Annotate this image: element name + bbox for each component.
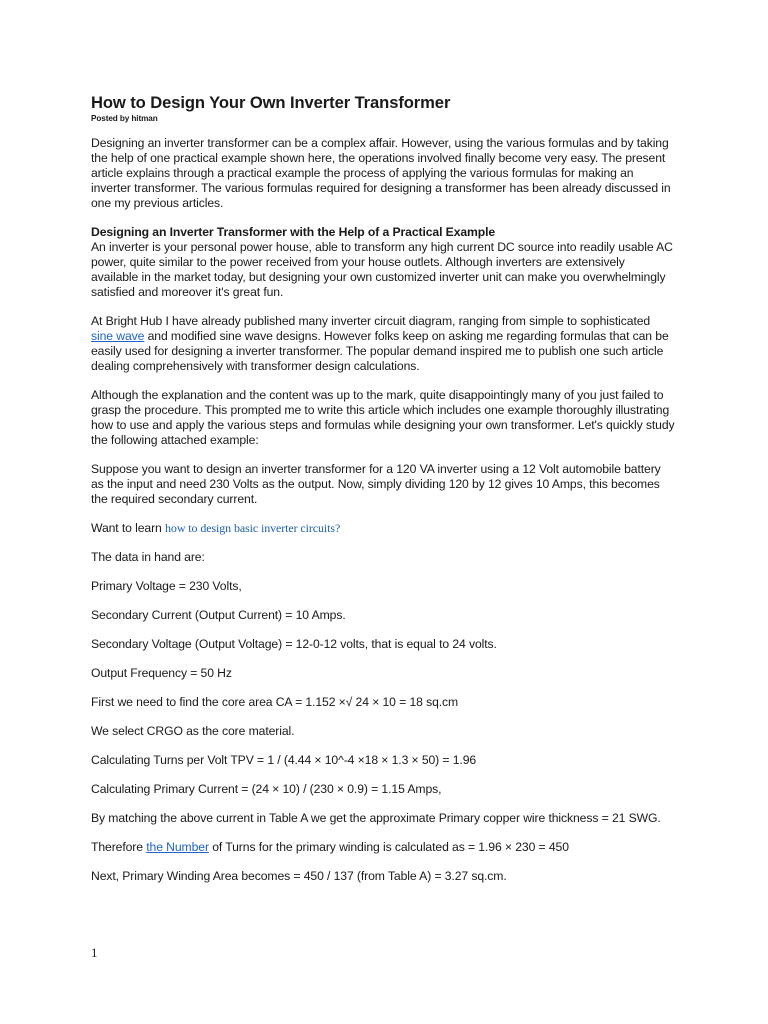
- turns-line: [91, 840, 675, 855]
- article-title: How to Design Your Own Inverter Transformer: [91, 93, 451, 112]
- section-heading: Designing an Inverter Transformer with the Help of a Practical Example: [91, 225, 496, 239]
- output-frequency-line: Output Frequency = 50 Hz: [91, 666, 232, 680]
- suppose-paragraph: Suppose you want to design an inverter transformer for a 120 VA inverter using a 12 Volt automobile battery as the input and need 230 Volts as the output. Now, simply dividing 120 by 12 gives 10 Amps, this becomes the required secondary current.: [91, 462, 661, 506]
- turns-text-after: of Turns for the primary winding is calculated as = 1.96 × 230 = 450: [208, 840, 569, 854]
- wire-thickness-line: By matching the above current in Table A we get the approximate Primary copper wire thickness = 21 SWG.: [91, 811, 661, 825]
- secondary-current-line: Secondary Current (Output Current) = 10 Amps.: [91, 608, 346, 622]
- want-text: Want to learn: [91, 521, 166, 535]
- sine-wave-link[interactable]: sine wave: [91, 329, 145, 343]
- turns-per-volt-line: Calculating Turns per Volt TPV = 1 / (4.44 × 10^-4 ×18 × 1.3 × 50) = 1.96: [91, 753, 477, 767]
- winding-area-line: Next, Primary Winding Area becomes = 450 / 137 (from Table A) = 3.27 sq.cm.: [91, 869, 507, 883]
- primary-current-line: Calculating Primary Current = (24 × 10) / (230 × 0.9) = 1.15 Amps,: [91, 782, 442, 796]
- brighthub-text-after: and modified sine wave designs. However folks keep on asking me regarding formulas that can be easily used for designing a inverter transformer. The popular demand inspired me to publish one such article dealing comprehensively with transformer design calculations.: [91, 329, 669, 373]
- intro-paragraph: Designing an inverter transformer can be a complex affair. However, using the various formulas and by taking the help of one practical example shown here, the operations involved finally become very easy. The present article explains through a practical example the process of applying the various formulas for making an inverter transformer. The various formulas required for designing a transformer has been already discussed in one my previous articles.: [91, 136, 671, 210]
- the-number-link[interactable]: the Number: [146, 840, 209, 854]
- secondary-voltage-line: Secondary Voltage (Output Voltage) = 12-0-12 volts, that is equal to 24 volts.: [91, 637, 497, 651]
- brighthub-paragraph: [91, 314, 675, 374]
- article-body: [91, 93, 675, 898]
- core-material-line: We select CRGO as the core material.: [91, 724, 295, 738]
- turns-text-before: Therefore: [91, 840, 147, 854]
- page-number: 1: [91, 945, 98, 960]
- data-intro: The data in hand are:: [91, 550, 205, 564]
- byline: Posted by hitman: [91, 114, 158, 123]
- section-paragraph: An inverter is your personal power house, able to transform any high current DC source into readily usable AC power, quite similar to the power received from your house outlets. Although inverters are extensively available in the market today, but designing your own customized inverter unit can make you overwhelmingly satisfied and moreover it's great fun.: [91, 240, 673, 299]
- primary-voltage-line: Primary Voltage = 230 Volts,: [91, 579, 242, 593]
- brighthub-text-before: At Bright Hub I have already published many inverter circuit diagram, ranging from simple to sophisticated: [91, 314, 651, 328]
- inverter-circuits-link[interactable]: how to design basic inverter circuits?: [165, 521, 341, 535]
- want-to-learn-line: [91, 521, 675, 536]
- core-area-line: First we need to find the core area CA = 1.152 ×√ 24 × 10 = 18 sq.cm: [91, 695, 459, 709]
- explanation-paragraph: Although the explanation and the content was up to the mark, quite disappointingly many of you just failed to grasp the procedure. This prompted me to write this article which includes one example thoroughly illustrating how to use and apply the various steps and formulas while designing your own transformer. Let's quickly study the following attached example:: [91, 388, 675, 447]
